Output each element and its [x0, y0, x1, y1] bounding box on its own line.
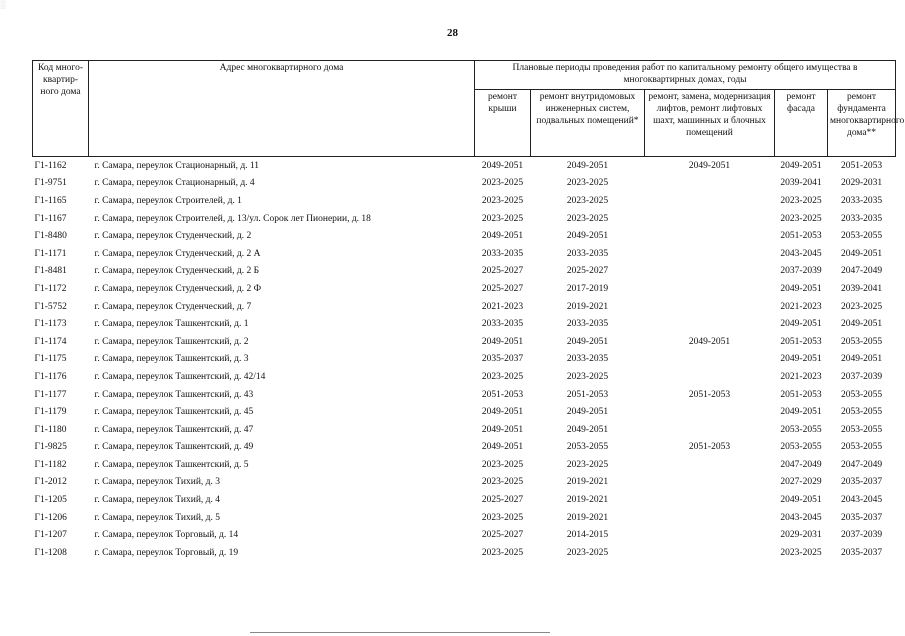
facade-period-cell: 2027-2029 [780, 477, 822, 488]
facade-period-cell: 2037-2039 [780, 266, 822, 277]
table-row [33, 298, 896, 316]
foundation-period-cell: 2043-2045 [840, 495, 883, 506]
header-lifts: ремонт, замена, модернизация лифтов, ремонт лифтовых шахт, машинных и блочных помещений [645, 90, 775, 157]
house-address-cell: г. Самара, переулок Ташкентский, д. 5 [94, 459, 249, 470]
table-row [33, 192, 896, 210]
lifts-period-cell [645, 491, 775, 509]
header-foundation: ремонт фундамента многоквартирного дома** [828, 90, 896, 157]
lifts-period-cell [645, 210, 775, 228]
header-periods: Плановые периоды проведения работ по капитальному ремонту общего имущества в многоквартирных домах, годы [475, 61, 896, 90]
table-row [33, 175, 896, 193]
foundation-period-cell: 2053-2055 [840, 424, 883, 435]
foundation-period-cell: 2051-2053 [840, 160, 883, 171]
header-systems: ремонт внутридомовых инженерных систем, подвальных помещений* [531, 90, 645, 157]
systems-period-cell: 2049-2051 [566, 160, 609, 171]
table-row [33, 421, 896, 439]
house-code-cell: Г1-1162 [34, 160, 67, 171]
house-code-cell: Г1-1174 [34, 336, 67, 347]
house-code-cell: Г1-1206 [34, 512, 67, 523]
facade-period-cell: 2049-2051 [780, 354, 822, 365]
house-code-cell: Г1-1167 [34, 213, 67, 224]
systems-period-cell: 2049-2051 [566, 231, 609, 242]
roof-period-cell: 2023-2025 [481, 213, 524, 224]
table-row [33, 368, 896, 386]
table-row [33, 386, 896, 404]
house-address-cell: г. Самара, переулок Ташкентский, д. 49 [94, 442, 254, 453]
house-address-cell: г. Самара, переулок Тихий, д. 4 [94, 495, 221, 506]
systems-period-cell: 2049-2051 [566, 424, 609, 435]
table-row [33, 263, 896, 281]
roof-period-cell: 2023-2025 [481, 547, 524, 558]
foundation-period-cell: 2039-2041 [840, 283, 883, 294]
systems-period-cell: 2051-2053 [566, 389, 609, 400]
roof-period-cell: 2023-2025 [481, 459, 524, 470]
house-address-cell: г. Самара, переулок Тихий, д. 3 [94, 477, 221, 488]
page-number: 28 [447, 27, 458, 39]
lifts-period-cell [645, 280, 775, 298]
facade-period-cell: 2021-2023 [780, 371, 822, 382]
facade-period-cell: 2049-2051 [780, 283, 822, 294]
header-roof: ремонт крыши [475, 90, 531, 157]
table-row [33, 315, 896, 333]
systems-period-cell: 2023-2025 [566, 547, 609, 558]
facade-period-cell: 2047-2049 [780, 459, 822, 470]
house-code-cell: Г1-1207 [34, 530, 67, 541]
systems-period-cell: 2033-2035 [566, 248, 609, 259]
roof-period-cell: 2025-2027 [481, 266, 524, 277]
house-code-cell: Г1-2012 [34, 477, 67, 488]
systems-period-cell: 2033-2035 [566, 354, 609, 365]
roof-period-cell: 2021-2023 [481, 301, 524, 312]
facade-period-cell: 2051-2053 [780, 336, 822, 347]
foundation-period-cell: 2047-2049 [840, 266, 883, 277]
lifts-period-cell: 2051-2053 [688, 389, 731, 400]
lifts-period-cell [645, 403, 775, 421]
house-address-cell: г. Самара, переулок Стационарный, д. 4 [94, 178, 255, 189]
table-row [33, 403, 896, 421]
facade-period-cell: 2023-2025 [780, 547, 822, 558]
table-row [33, 509, 896, 527]
house-address-cell: г. Самара, переулок Тихий, д. 5 [94, 512, 221, 523]
house-address-cell: г. Самара, переулок Торговый, д. 19 [94, 547, 239, 558]
facade-period-cell: 2029-2031 [780, 530, 822, 541]
lifts-period-cell [645, 263, 775, 281]
facade-period-cell: 2053-2055 [780, 442, 822, 453]
lifts-period-cell [645, 315, 775, 333]
lifts-period-cell [645, 368, 775, 386]
house-code-cell: Г1-8480 [34, 231, 67, 242]
roof-period-cell: 2049-2051 [481, 160, 524, 171]
house-address-cell: г. Самара, переулок Ташкентский, д. 2 [94, 336, 249, 347]
table-row [33, 280, 896, 298]
table-row [33, 245, 896, 263]
foundation-period-cell: 2029-2031 [840, 178, 883, 189]
lifts-period-cell [645, 227, 775, 245]
house-address-cell: г. Самара, переулок Строителей, д. 1 [94, 195, 242, 206]
systems-period-cell: 2023-2025 [566, 213, 609, 224]
systems-period-cell: 2033-2035 [566, 319, 609, 330]
systems-period-cell: 2049-2051 [566, 407, 609, 418]
systems-period-cell: 2019-2021 [566, 495, 609, 506]
house-address-cell: г. Самара, переулок Ташкентский, д. 43 [94, 389, 254, 400]
foundation-period-cell: 2033-2035 [840, 195, 883, 206]
facade-period-cell: 2023-2025 [780, 213, 822, 224]
house-address-cell: г. Самара, переулок Ташкентский, д. 45 [94, 407, 254, 418]
foundation-period-cell: 2053-2055 [840, 336, 883, 347]
foundation-period-cell: 2053-2055 [840, 407, 883, 418]
house-address-cell: г. Самара, переулок Строителей, д. 13/ул. Сорок лет Пионерии, д. 18 [94, 213, 371, 224]
facade-period-cell: 2039-2041 [780, 178, 822, 189]
lifts-period-cell: 2049-2051 [688, 160, 731, 171]
systems-period-cell: 2023-2025 [566, 459, 609, 470]
house-code-cell: Г1-1165 [34, 195, 67, 206]
table-row [33, 526, 896, 544]
house-address-cell: г. Самара, переулок Студенческий, д. 2 [94, 231, 252, 242]
facade-period-cell: 2053-2055 [780, 424, 822, 435]
facade-period-cell: 2021-2023 [780, 301, 822, 312]
house-code-cell: Г1-8481 [34, 266, 67, 277]
roof-period-cell: 2035-2037 [481, 354, 524, 365]
header-address: Адрес многоквартирного дома [89, 61, 475, 157]
foundation-period-cell: 2033-2035 [840, 213, 883, 224]
systems-period-cell: 2019-2021 [566, 301, 609, 312]
facade-period-cell: 2049-2051 [780, 495, 822, 506]
foundation-period-cell: 2035-2037 [840, 547, 883, 558]
house-address-cell: г. Самара, переулок Ташкентский, д. 42/14 [94, 371, 266, 382]
house-address-cell: г. Самара, переулок Стационарный, д. 11 [94, 160, 260, 171]
house-code-cell: Г1-1205 [34, 495, 67, 506]
roof-period-cell: 2049-2051 [481, 231, 524, 242]
facade-period-cell: 2023-2025 [780, 195, 822, 206]
table-row [33, 351, 896, 369]
house-address-cell: г. Самара, переулок Студенческий, д. 7 [94, 301, 252, 312]
lifts-period-cell [645, 544, 775, 562]
systems-period-cell: 2023-2025 [566, 178, 609, 189]
house-code-cell: Г1-1175 [34, 354, 67, 365]
lifts-period-cell [645, 175, 775, 193]
header-code: Код много-квартир-ного дома [33, 61, 89, 157]
lifts-period-cell [645, 298, 775, 316]
systems-period-cell: 2014-2015 [566, 530, 609, 541]
roof-period-cell: 2051-2053 [481, 389, 524, 400]
table-row [33, 333, 896, 351]
house-address-cell: г. Самара, переулок Ташкентский, д. 47 [94, 424, 254, 435]
roof-period-cell: 2049-2051 [481, 407, 524, 418]
table-row [33, 439, 896, 457]
facade-period-cell: 2043-2045 [780, 512, 822, 523]
house-code-cell: Г1-1171 [34, 248, 67, 259]
page-divider [250, 632, 550, 633]
facade-period-cell: 2051-2053 [780, 231, 822, 242]
foundation-period-cell: 2049-2051 [840, 319, 883, 330]
house-code-cell: Г1-1180 [34, 424, 67, 435]
systems-period-cell: 2025-2027 [566, 266, 609, 277]
house-code-cell: Г1-1182 [34, 459, 67, 470]
house-code-cell: Г1-1176 [34, 371, 67, 382]
lifts-period-cell [645, 509, 775, 527]
house-code-cell: Г1-9751 [34, 178, 67, 189]
house-code-cell: Г1-1173 [34, 319, 67, 330]
lifts-period-cell [645, 421, 775, 439]
house-code-cell: Г1-1179 [34, 407, 67, 418]
table-row [33, 474, 896, 492]
systems-period-cell: 2053-2055 [566, 442, 609, 453]
systems-period-cell: 2019-2021 [566, 512, 609, 523]
systems-period-cell: 2019-2021 [566, 477, 609, 488]
house-code-cell: Г1-1177 [34, 389, 67, 400]
facade-period-cell: 2049-2051 [780, 160, 822, 171]
roof-period-cell: 2023-2025 [481, 371, 524, 382]
table-row [33, 210, 896, 228]
table-row [33, 456, 896, 474]
table-row [33, 227, 896, 245]
house-code-cell: Г1-1208 [34, 547, 67, 558]
foundation-period-cell: 2035-2037 [840, 512, 883, 523]
lifts-period-cell [645, 192, 775, 210]
lifts-period-cell: 2049-2051 [688, 336, 731, 347]
systems-period-cell: 2023-2025 [566, 371, 609, 382]
foundation-period-cell: 2023-2025 [840, 301, 883, 312]
house-code-cell: Г1-5752 [34, 301, 67, 312]
foundation-period-cell: 2035-2037 [840, 477, 883, 488]
roof-period-cell: 2033-2035 [481, 319, 524, 330]
table-body [33, 157, 896, 562]
foundation-period-cell: 2037-2039 [840, 371, 883, 382]
foundation-period-cell: 2047-2049 [840, 459, 883, 470]
house-address-cell: г. Самара, переулок Ташкентский, д. 1 [94, 319, 249, 330]
lifts-period-cell [645, 245, 775, 263]
roof-period-cell: 2033-2035 [481, 248, 524, 259]
house-code-cell: Г1-1172 [34, 283, 67, 294]
lifts-period-cell [645, 351, 775, 369]
table-row [33, 491, 896, 509]
systems-period-cell: 2023-2025 [566, 195, 609, 206]
roof-period-cell: 2023-2025 [481, 477, 524, 488]
roof-period-cell: 2025-2027 [481, 495, 524, 506]
foundation-period-cell: 2053-2055 [840, 442, 883, 453]
roof-period-cell: 2023-2025 [481, 512, 524, 523]
foundation-period-cell: 2049-2051 [840, 354, 883, 365]
lifts-period-cell: 2051-2053 [688, 442, 731, 453]
facade-period-cell: 2049-2051 [780, 319, 822, 330]
facade-period-cell: 2051-2053 [780, 389, 822, 400]
table-row [33, 544, 896, 562]
scan-artifact: ░ [0, 0, 6, 9]
roof-period-cell: 2049-2051 [481, 336, 524, 347]
roof-period-cell: 2049-2051 [481, 424, 524, 435]
foundation-period-cell: 2037-2039 [840, 530, 883, 541]
systems-period-cell: 2049-2051 [566, 336, 609, 347]
lifts-period-cell [645, 526, 775, 544]
house-address-cell: г. Самара, переулок Торговый, д. 14 [94, 530, 239, 541]
capital-repair-schedule-table [32, 60, 905, 562]
lifts-period-cell [645, 474, 775, 492]
header-facade: ремонт фасада [775, 90, 828, 157]
foundation-period-cell: 2053-2055 [840, 231, 883, 242]
foundation-period-cell: 2053-2055 [840, 389, 883, 400]
systems-period-cell: 2017-2019 [566, 283, 609, 294]
house-address-cell: г. Самара, переулок Студенческий, д. 2 Б [94, 266, 260, 277]
facade-period-cell: 2049-2051 [780, 407, 822, 418]
roof-period-cell: 2025-2027 [481, 530, 524, 541]
foundation-period-cell: 2049-2051 [840, 248, 883, 259]
roof-period-cell: 2049-2051 [481, 442, 524, 453]
table-row [33, 157, 896, 175]
house-address-cell: г. Самара, переулок Студенческий, д. 2 А [94, 248, 261, 259]
roof-period-cell: 2023-2025 [481, 195, 524, 206]
facade-period-cell: 2043-2045 [780, 248, 822, 259]
house-code-cell: Г1-9825 [34, 442, 67, 453]
house-address-cell: г. Самара, переулок Студенческий, д. 2 Ф [94, 283, 262, 294]
roof-period-cell: 2025-2027 [481, 283, 524, 294]
house-address-cell: г. Самара, переулок Ташкентский, д. 3 [94, 354, 249, 365]
roof-period-cell: 2023-2025 [481, 178, 524, 189]
lifts-period-cell [645, 456, 775, 474]
